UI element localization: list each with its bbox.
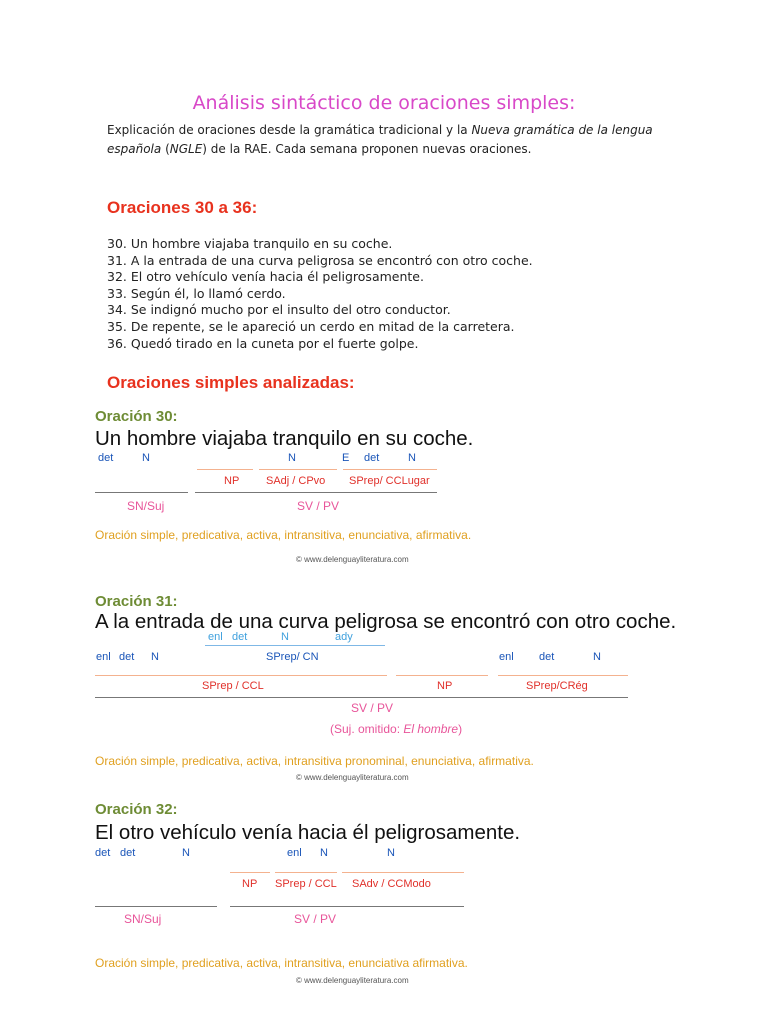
underline xyxy=(275,872,337,873)
list-item: 31. A la entrada de una curva peligrosa se encontró con otro coche. xyxy=(107,252,533,268)
classification-32: Oración simple, predicativa, activa, intransitiva, enunciativa afirmativa. xyxy=(95,956,468,970)
list-item: 34. Se indignó mucho por el insulto del otro conductor. xyxy=(107,302,451,318)
label-det: det xyxy=(119,651,135,663)
list-item: 33. Según él, lo llamó cerdo. xyxy=(107,285,286,301)
page-title: Análisis sintáctico de oraciones simples: xyxy=(192,92,576,114)
list-item: 30. Un hombre viajaba tranquilo en su coche. xyxy=(107,236,393,251)
copyright-31: © www.delenguayliteratura.com xyxy=(296,773,409,782)
underline xyxy=(230,906,464,907)
caption-31: Oración 31: xyxy=(95,593,178,610)
label-sv: SV / PV xyxy=(297,499,340,513)
intro-paragraph xyxy=(107,121,667,159)
label-n: N xyxy=(387,847,395,859)
copyright-32: © www.delenguayliteratura.com xyxy=(296,976,409,985)
label-det: det xyxy=(364,452,380,464)
intro-text-2: ( xyxy=(161,142,170,156)
intro-abbr: NGLE xyxy=(169,142,203,156)
underline xyxy=(195,492,437,493)
label-det: det xyxy=(539,651,555,663)
caption-32: Oración 32: xyxy=(95,801,178,818)
label-det: det xyxy=(98,452,114,464)
label-sub-det: det xyxy=(232,631,248,643)
label-sv: SV / PV xyxy=(351,701,394,715)
list-item: 35. De repente, se le apareció un cerdo en mitad de la carretera. xyxy=(107,318,515,334)
underline xyxy=(95,906,217,907)
label-sprep-cn: SPrep/ CN xyxy=(266,651,319,663)
label-det: det xyxy=(120,847,136,859)
omitted-subject: El hombre xyxy=(403,722,459,736)
label-sn: SN/Suj xyxy=(127,499,165,513)
sentence-30: Un hombre viajaba tranquilo en su coche. xyxy=(95,427,474,450)
sentence-31: A la entrada de una curva peligrosa se encontró con otro coche. xyxy=(95,610,677,633)
label-n: N xyxy=(593,651,601,663)
underline xyxy=(259,469,337,470)
intro-book-title: Nueva gramática de la lengua española xyxy=(107,123,653,156)
label-n: N xyxy=(320,847,328,859)
sentence-list xyxy=(107,236,533,352)
label-sprep-ccl: SPrep / CCL xyxy=(275,878,337,890)
label-det: det xyxy=(95,847,111,859)
heading-sentence-range: Oraciones 30 a 36: xyxy=(107,198,258,217)
underline xyxy=(342,872,464,873)
label-e: E xyxy=(342,452,350,464)
label-np: NP xyxy=(224,475,240,487)
copyright-30: © www.delenguayliteratura.com xyxy=(296,555,409,564)
caption-30: Oración 30: xyxy=(95,408,178,425)
label-sadj: SAdj / CPvo xyxy=(266,475,326,487)
underline xyxy=(205,645,385,646)
underline xyxy=(498,675,628,676)
label-sub-enl: enl xyxy=(208,631,223,643)
label-n: N xyxy=(288,452,296,464)
underline xyxy=(197,469,253,470)
list-item: 36. Quedó tirado en la cuneta por el fuerte golpe. xyxy=(107,335,419,351)
classification-31: Oración simple, predicativa, activa, intransitiva pronominal, enunciativa, afirmativa. xyxy=(95,754,534,768)
heading-analyzed: Oraciones simples analizadas: xyxy=(107,373,355,392)
label-n: N xyxy=(408,452,416,464)
label-np: NP xyxy=(242,878,258,890)
omitted-suffix: ) xyxy=(458,722,463,736)
label-sprep-ccl: SPrep / CCL xyxy=(202,680,264,692)
label-n: N xyxy=(142,452,150,464)
label-n: N xyxy=(182,847,190,859)
underline xyxy=(95,492,188,493)
label-enl: enl xyxy=(287,847,302,859)
label-sub-n: N xyxy=(281,631,289,643)
underline xyxy=(396,675,488,676)
label-sprep: SPrep/ CCLugar xyxy=(349,475,430,487)
label-n: N xyxy=(151,651,159,663)
list-item: 32. El otro vehículo venía hacia él peligrosamente. xyxy=(107,269,424,285)
intro-text-3: ) de la RAE. Cada semana proponen nuevas oraciones. xyxy=(202,142,532,156)
underline xyxy=(95,697,628,698)
intro-text-1: Explicación de oraciones desde la gramática tradicional y la xyxy=(107,123,472,137)
underline xyxy=(95,675,387,676)
label-sv: SV / PV xyxy=(294,912,337,926)
label-enl: enl xyxy=(499,651,514,663)
underline xyxy=(343,469,437,470)
sentence-32: El otro vehículo venía hacia él peligrosamente. xyxy=(95,821,521,844)
label-sprep-creg: SPrep/CRég xyxy=(526,680,588,692)
label-sadv: SAdv / CCModo xyxy=(352,878,431,890)
label-sn: SN/Suj xyxy=(124,912,162,926)
label-omitted-subject xyxy=(330,722,462,736)
underline xyxy=(230,872,270,873)
label-np: NP xyxy=(437,680,453,692)
omitted-prefix: (Suj. omitido: xyxy=(330,722,404,736)
label-enl: enl xyxy=(96,651,111,663)
classification-30: Oración simple, predicativa, activa, intransitiva, enunciativa, afirmativa. xyxy=(95,528,472,542)
label-sub-ady: ady xyxy=(335,631,353,643)
